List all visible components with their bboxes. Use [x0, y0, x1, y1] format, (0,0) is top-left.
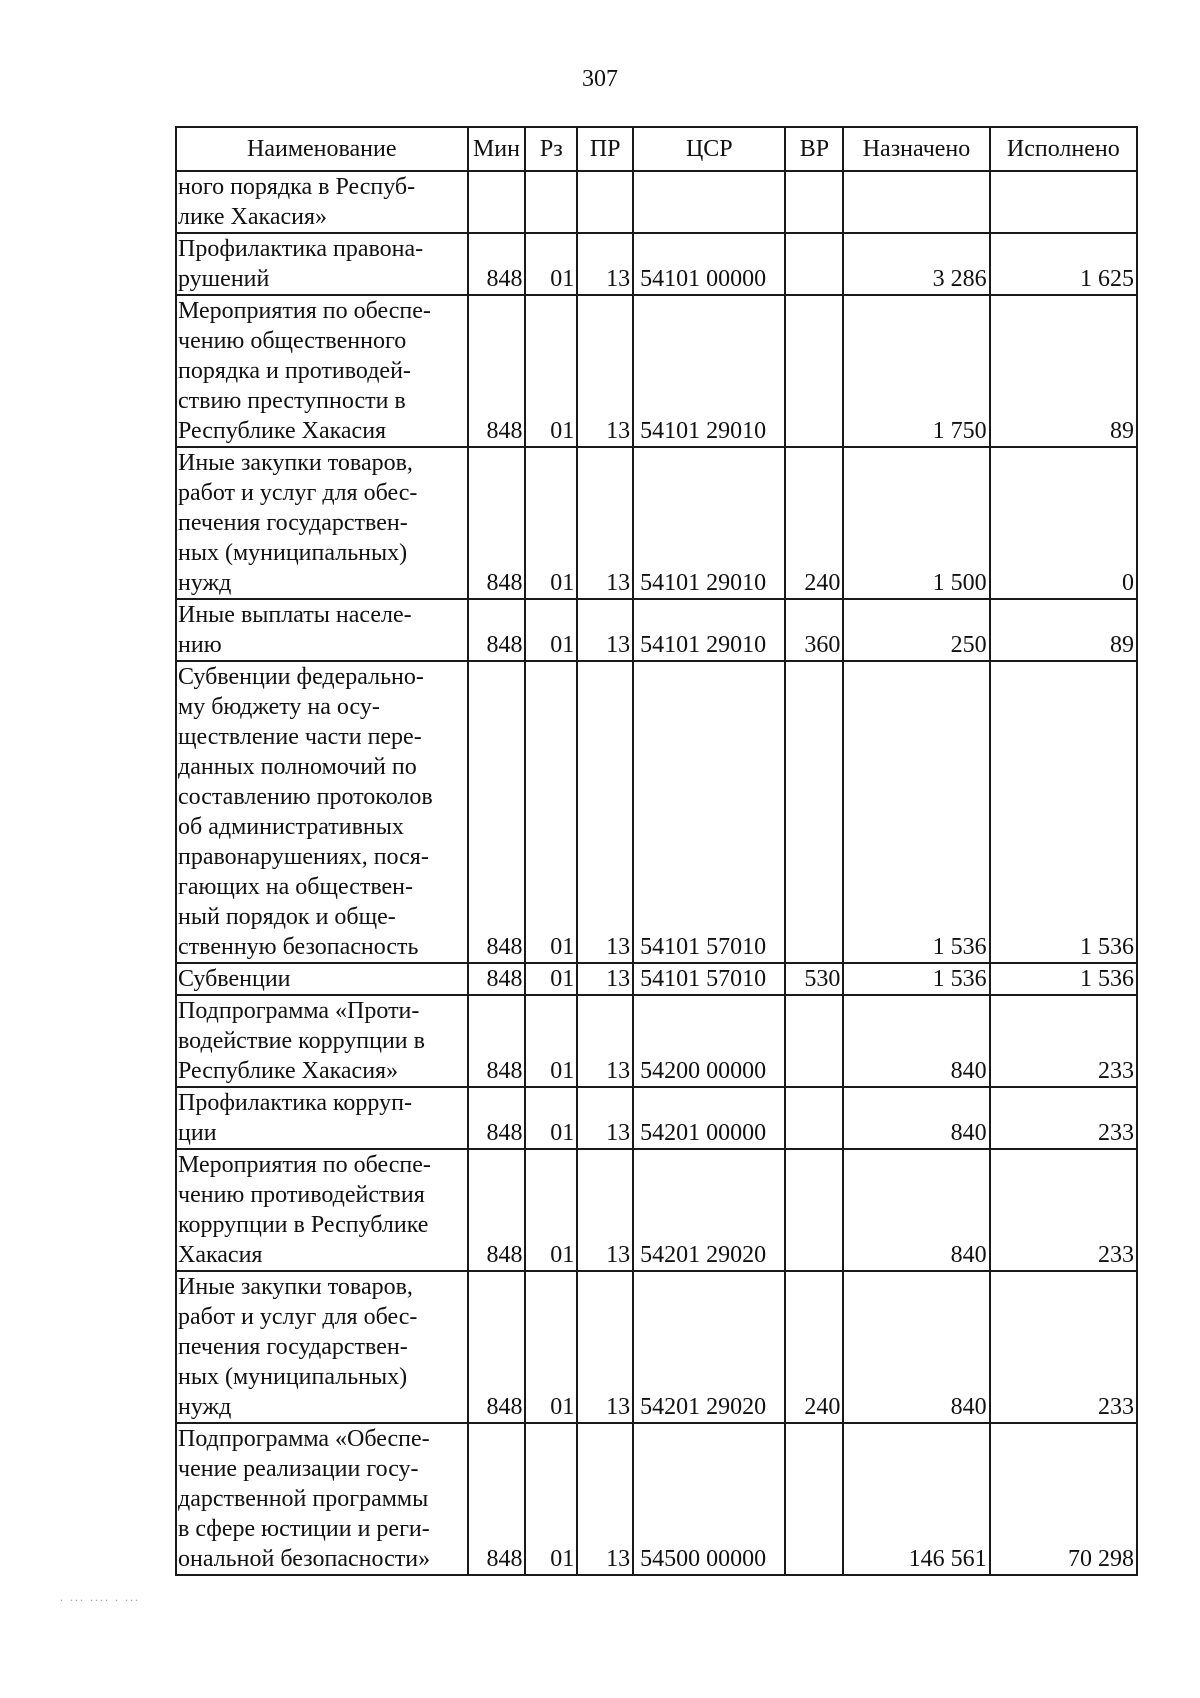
cell-assigned: 146 561 — [843, 1423, 989, 1575]
table-row — [176, 295, 1137, 447]
table-body — [176, 171, 1137, 1575]
header-min: Мин — [468, 127, 526, 171]
cell-min: 848 — [468, 599, 526, 661]
cell-csr: 54101 57010 — [633, 963, 785, 995]
cell-vr — [785, 1423, 843, 1575]
cell-rz: 01 — [525, 295, 577, 447]
table-row — [176, 233, 1137, 295]
cell-name: Профилактика правона- рушений — [176, 233, 468, 295]
header-name: Наименование — [176, 127, 468, 171]
cell-min: 848 — [468, 1423, 526, 1575]
cell-min: 848 — [468, 1087, 526, 1149]
cell-vr — [785, 661, 843, 963]
table-row — [176, 1087, 1137, 1149]
cell-csr — [633, 171, 785, 233]
cell-csr: 54101 57010 — [633, 661, 785, 963]
cell-rz: 01 — [525, 995, 577, 1087]
cell-min: 848 — [468, 233, 526, 295]
cell-pr: 13 — [577, 1149, 633, 1271]
cell-assigned: 840 — [843, 995, 989, 1087]
cell-executed: 0 — [990, 447, 1137, 599]
header-csr: ЦСР — [633, 127, 785, 171]
cell-pr: 13 — [577, 963, 633, 995]
table-row — [176, 1423, 1137, 1575]
cell-assigned: 840 — [843, 1149, 989, 1271]
cell-executed: 89 — [990, 599, 1137, 661]
cell-name: Мероприятия по обеспе- чению общественного порядка и противодей- ствию преступности в Республике Хакасия — [176, 295, 468, 447]
cell-min: 848 — [468, 1149, 526, 1271]
cell-rz: 01 — [525, 661, 577, 963]
table-row — [176, 995, 1137, 1087]
header-pr: ПР — [577, 127, 633, 171]
cell-assigned: 840 — [843, 1271, 989, 1423]
cell-name: Профилактика корруп- ции — [176, 1087, 468, 1149]
cell-executed: 233 — [990, 995, 1137, 1087]
cell-executed: 233 — [990, 1271, 1137, 1423]
cell-executed: 1 625 — [990, 233, 1137, 295]
cell-executed: 89 — [990, 295, 1137, 447]
cell-rz: 01 — [525, 233, 577, 295]
header-vr: ВР — [785, 127, 843, 171]
cell-rz: 01 — [525, 1149, 577, 1271]
cell-name: Субвенции федерально- му бюджету на осу- ществление части пере- данных полномочий по составлению протоколов об административных правонарушениях, пося- гающих на обществен- ный порядок и обще- ственную безопасность — [176, 661, 468, 963]
cell-pr: 13 — [577, 1271, 633, 1423]
cell-pr: 13 — [577, 1423, 633, 1575]
cell-vr — [785, 995, 843, 1087]
cell-csr: 54201 29020 — [633, 1149, 785, 1271]
cell-assigned: 1 500 — [843, 447, 989, 599]
table-row — [176, 1271, 1137, 1423]
cell-csr: 54201 00000 — [633, 1087, 785, 1149]
cell-min: 848 — [468, 995, 526, 1087]
table-row — [176, 1149, 1137, 1271]
cell-min: 848 — [468, 1271, 526, 1423]
cell-executed — [990, 171, 1137, 233]
cell-name: Иные закупки товаров, работ и услуг для обес- печения государствен- ных (муниципальных) нужд — [176, 447, 468, 599]
cell-min: 848 — [468, 661, 526, 963]
header-executed: Исполнено — [990, 127, 1137, 171]
cell-executed: 1 536 — [990, 963, 1137, 995]
cell-assigned: 1 536 — [843, 661, 989, 963]
cell-name: Подпрограмма «Проти- водействие коррупции в Республике Хакасия» — [176, 995, 468, 1087]
cell-pr: 13 — [577, 661, 633, 963]
header-rz: Рз — [525, 127, 577, 171]
table-row — [176, 599, 1137, 661]
cell-assigned: 1 536 — [843, 963, 989, 995]
cell-assigned: 250 — [843, 599, 989, 661]
cell-executed: 233 — [990, 1149, 1137, 1271]
cell-rz — [525, 171, 577, 233]
cell-min — [468, 171, 526, 233]
cell-rz: 01 — [525, 447, 577, 599]
cell-min: 848 — [468, 963, 526, 995]
cell-csr: 54101 29010 — [633, 295, 785, 447]
cell-vr — [785, 295, 843, 447]
cell-pr: 13 — [577, 233, 633, 295]
cell-csr: 54101 00000 — [633, 233, 785, 295]
cell-vr: 360 — [785, 599, 843, 661]
page-number: 307 — [582, 66, 618, 92]
cell-csr: 54101 29010 — [633, 599, 785, 661]
cell-name: Мероприятия по обеспе- чению противодействия коррупции в Республике Хакасия — [176, 1149, 468, 1271]
cell-min: 848 — [468, 295, 526, 447]
cell-rz: 01 — [525, 599, 577, 661]
table-row — [176, 661, 1137, 963]
header-row — [176, 127, 1137, 171]
cell-rz: 01 — [525, 1087, 577, 1149]
cell-min: 848 — [468, 447, 526, 599]
cell-csr: 54101 29010 — [633, 447, 785, 599]
table-row — [176, 447, 1137, 599]
cell-pr: 13 — [577, 295, 633, 447]
cell-executed: 1 536 — [990, 661, 1137, 963]
cell-vr: 240 — [785, 447, 843, 599]
cell-name: ного порядка в Респуб- лике Хакасия» — [176, 171, 468, 233]
table-row — [176, 963, 1137, 995]
cell-vr: 240 — [785, 1271, 843, 1423]
cell-pr: 13 — [577, 599, 633, 661]
cell-vr — [785, 1087, 843, 1149]
cell-name: Иные закупки товаров, работ и услуг для обес- печения государствен- ных (муниципальных) нужд — [176, 1271, 468, 1423]
cell-pr: 13 — [577, 447, 633, 599]
cell-csr: 54500 00000 — [633, 1423, 785, 1575]
cell-csr: 54201 29020 — [633, 1271, 785, 1423]
cell-csr: 54200 00000 — [633, 995, 785, 1087]
cell-executed: 233 — [990, 1087, 1137, 1149]
budget-table — [175, 126, 1138, 1576]
cell-vr: 530 — [785, 963, 843, 995]
cell-pr: 13 — [577, 1087, 633, 1149]
cell-executed: 70 298 — [990, 1423, 1137, 1575]
cell-rz: 01 — [525, 1271, 577, 1423]
cell-rz: 01 — [525, 963, 577, 995]
cell-pr — [577, 171, 633, 233]
cell-vr — [785, 233, 843, 295]
cell-name: Иные выплаты населе- нию — [176, 599, 468, 661]
cell-rz: 01 — [525, 1423, 577, 1575]
scan-artifact: . ... .... . ... — [60, 1590, 140, 1604]
cell-vr — [785, 1149, 843, 1271]
cell-assigned — [843, 171, 989, 233]
table-header — [176, 127, 1137, 171]
cell-assigned: 3 286 — [843, 233, 989, 295]
cell-assigned: 1 750 — [843, 295, 989, 447]
header-assigned: Назначено — [843, 127, 989, 171]
cell-pr: 13 — [577, 995, 633, 1087]
cell-name: Субвенции — [176, 963, 468, 995]
cell-assigned: 840 — [843, 1087, 989, 1149]
cell-vr — [785, 171, 843, 233]
cell-name: Подпрограмма «Обеспе- чение реализации госу- дарственной программы в сфере юстиции и реги- ональной безопасности» — [176, 1423, 468, 1575]
table-row — [176, 171, 1137, 233]
